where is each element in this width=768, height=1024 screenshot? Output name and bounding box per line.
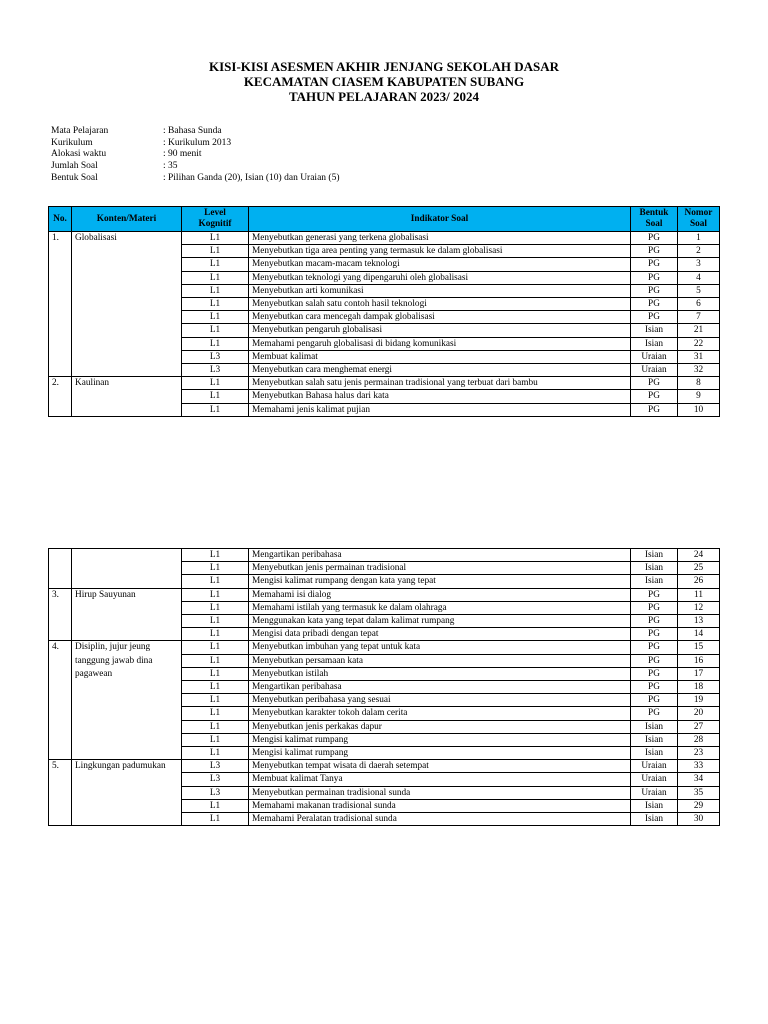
meta-label: Alokasi waktu — [51, 149, 107, 160]
cell-bentuk: PG — [631, 694, 678, 707]
title-line-2: KECAMATAN CIASEM KABUPATEN SUBANG — [243, 74, 525, 89]
cell-indikator: Menyebutkan cara mencegah dampak globalisasi — [249, 311, 631, 324]
cell-bentuk: Uraian — [631, 786, 678, 799]
cell-nomor: 11 — [678, 588, 720, 601]
cell-level: L1 — [182, 232, 249, 245]
cell-indikator: Mengartikan peribahasa — [249, 549, 631, 562]
cell-level: L1 — [182, 667, 249, 680]
cell-bentuk: Isian — [631, 575, 678, 588]
cell-level: L1 — [182, 588, 249, 601]
cell-konten — [72, 549, 182, 589]
meta-row-curriculum — [51, 138, 340, 150]
title-line-3: TAHUN PELAJARAN 2023/ 2024 — [288, 89, 480, 104]
cell-nomor: 14 — [678, 628, 720, 641]
meta-row-question-count — [51, 161, 340, 173]
table-row — [49, 760, 720, 773]
header-nomor: Nomor Soal — [678, 207, 720, 232]
cell-indikator: Memahami jenis kalimat pujian — [249, 403, 631, 416]
cell-no — [49, 549, 72, 589]
cell-level: L1 — [182, 601, 249, 614]
table-row — [49, 232, 720, 245]
cell-bentuk: Isian — [631, 799, 678, 812]
cell-bentuk: Isian — [631, 337, 678, 350]
cell-no: 5. — [49, 760, 72, 826]
header-konten: Konten/Materi — [72, 207, 182, 232]
cell-nomor: 9 — [678, 390, 720, 403]
cell-konten: Hirup Sauyunan — [72, 588, 182, 641]
cell-nomor: 5 — [678, 284, 720, 297]
cell-level: L1 — [182, 403, 249, 416]
cell-level: L1 — [182, 641, 249, 654]
cell-konten: Lingkungan padumukan — [72, 760, 182, 826]
cell-nomor: 13 — [678, 615, 720, 628]
cell-level: L1 — [182, 707, 249, 720]
document-meta — [51, 126, 340, 185]
cell-indikator: Menyebutkan peribahasa yang sesuai — [249, 694, 631, 707]
cell-bentuk: PG — [631, 601, 678, 614]
cell-no: 2. — [49, 377, 72, 417]
cell-nomor: 24 — [678, 549, 720, 562]
cell-nomor: 21 — [678, 324, 720, 337]
cell-level: L1 — [182, 615, 249, 628]
cell-bentuk: PG — [631, 390, 678, 403]
title-line-1: KISI-KISI ASESMEN AKHIR JENJANG SEKOLAH DASAR — [209, 59, 559, 74]
cell-bentuk: PG — [631, 311, 678, 324]
cell-bentuk: Uraian — [631, 760, 678, 773]
cell-nomor: 16 — [678, 654, 720, 667]
cell-indikator: Menyebutkan karakter tokoh dalam cerita — [249, 707, 631, 720]
cell-nomor: 2 — [678, 245, 720, 258]
cell-bentuk: PG — [631, 258, 678, 271]
cell-konten: Globalisasi — [72, 232, 182, 377]
document-title — [0, 59, 768, 104]
kisi-kisi-table-page-1 — [48, 206, 720, 417]
cell-level: L1 — [182, 799, 249, 812]
cell-nomor: 18 — [678, 681, 720, 694]
cell-konten: Disiplin, jujur jeung tanggung jawab dina pagawean — [72, 641, 182, 760]
cell-level: L1 — [182, 245, 249, 258]
header-indikator: Indikator Soal — [249, 207, 631, 232]
cell-level: L1 — [182, 324, 249, 337]
cell-indikator: Menyebutkan Bahasa halus dari kata — [249, 390, 631, 403]
cell-level: L1 — [182, 271, 249, 284]
cell-indikator: Mengisi kalimat rumpang dengan kata yang tepat — [249, 575, 631, 588]
cell-level: L3 — [182, 786, 249, 799]
cell-indikator: Menyebutkan arti komunikasi — [249, 284, 631, 297]
cell-level: L1 — [182, 337, 249, 350]
cell-bentuk: Uraian — [631, 364, 678, 377]
cell-bentuk: Uraian — [631, 773, 678, 786]
cell-level: L1 — [182, 681, 249, 694]
table-header-row — [49, 207, 720, 232]
cell-nomor: 33 — [678, 760, 720, 773]
cell-konten: Kaulinan — [72, 377, 182, 417]
cell-level: L3 — [182, 760, 249, 773]
meta-value: : Pilihan Ganda (20), Isian (10) dan Uraian (5) — [163, 172, 340, 183]
cell-nomor: 22 — [678, 337, 720, 350]
cell-level: L1 — [182, 720, 249, 733]
cell-bentuk: PG — [631, 403, 678, 416]
cell-bentuk: Isian — [631, 324, 678, 337]
cell-indikator: Menyebutkan salah satu contoh hasil teknologi — [249, 298, 631, 311]
cell-level: L3 — [182, 773, 249, 786]
cell-indikator: Memahami isi dialog — [249, 588, 631, 601]
cell-indikator: Memahami Peralatan tradisional sunda — [249, 813, 631, 826]
cell-indikator: Menyebutkan permainan tradisional sunda — [249, 786, 631, 799]
cell-bentuk: PG — [631, 377, 678, 390]
cell-no: 4. — [49, 641, 72, 760]
cell-nomor: 19 — [678, 694, 720, 707]
cell-nomor: 12 — [678, 601, 720, 614]
meta-value: : Kurikulum 2013 — [163, 137, 232, 148]
cell-indikator: Menyebutkan tiga area penting yang termasuk ke dalam globalisasi — [249, 245, 631, 258]
cell-level: L3 — [182, 350, 249, 363]
meta-label: Bentuk Soal — [51, 172, 98, 183]
cell-nomor: 34 — [678, 773, 720, 786]
cell-indikator: Menyebutkan jenis perkakas dapur — [249, 720, 631, 733]
cell-nomor: 8 — [678, 377, 720, 390]
meta-value: : 35 — [163, 161, 178, 172]
cell-nomor: 32 — [678, 364, 720, 377]
table-row — [49, 549, 720, 562]
cell-nomor: 6 — [678, 298, 720, 311]
cell-nomor: 20 — [678, 707, 720, 720]
cell-indikator: Menyebutkan teknologi yang dipengaruhi oleh globalisasi — [249, 271, 631, 284]
cell-indikator: Mengisi data pribadi dengan tepat — [249, 628, 631, 641]
cell-bentuk: PG — [631, 707, 678, 720]
meta-row-duration — [51, 149, 340, 161]
cell-bentuk: Isian — [631, 733, 678, 746]
table-row — [49, 588, 720, 601]
cell-indikator: Membuat kalimat Tanya — [249, 773, 631, 786]
cell-level: L1 — [182, 377, 249, 390]
cell-level: L1 — [182, 390, 249, 403]
cell-indikator: Menyebutkan imbuhan yang tepat untuk kata — [249, 641, 631, 654]
cell-bentuk: Isian — [631, 747, 678, 760]
cell-bentuk: PG — [631, 271, 678, 284]
cell-bentuk: PG — [631, 667, 678, 680]
cell-indikator: Menggunakan kata yang tepat dalam kalimat rumpang — [249, 615, 631, 628]
cell-indikator: Mengisi kalimat rumpang — [249, 733, 631, 746]
meta-label: Jumlah Soal — [51, 161, 98, 172]
table-body — [49, 549, 720, 826]
cell-indikator: Mengisi kalimat rumpang — [249, 747, 631, 760]
header-bentuk: Bentuk Soal — [631, 207, 678, 232]
cell-nomor: 31 — [678, 350, 720, 363]
table-row — [49, 641, 720, 654]
cell-bentuk: PG — [631, 641, 678, 654]
cell-bentuk: PG — [631, 681, 678, 694]
meta-label: Mata Pelajaran — [51, 126, 109, 136]
cell-indikator: Menyebutkan tempat wisata di daerah setempat — [249, 760, 631, 773]
cell-bentuk: Isian — [631, 562, 678, 575]
cell-indikator: Memahami makanan tradisional sunda — [249, 799, 631, 812]
cell-bentuk: PG — [631, 284, 678, 297]
cell-nomor: 17 — [678, 667, 720, 680]
cell-level: L1 — [182, 694, 249, 707]
header-level: Level Kognitif — [182, 207, 249, 232]
cell-indikator: Menyebutkan jenis permainan tradisional — [249, 562, 631, 575]
cell-indikator: Menyebutkan macam-macam teknologi — [249, 258, 631, 271]
cell-indikator: Memahami pengaruh globalisasi di bidang komunikasi — [249, 337, 631, 350]
cell-bentuk: PG — [631, 232, 678, 245]
cell-indikator: Mengartikan peribahasa — [249, 681, 631, 694]
cell-nomor: 4 — [678, 271, 720, 284]
cell-bentuk: PG — [631, 628, 678, 641]
cell-level: L1 — [182, 747, 249, 760]
meta-value: : Bahasa Sunda — [163, 126, 222, 136]
cell-level: L1 — [182, 311, 249, 324]
cell-level: L1 — [182, 575, 249, 588]
kisi-kisi-table-page-2 — [48, 548, 720, 826]
cell-bentuk: Isian — [631, 720, 678, 733]
cell-nomor: 35 — [678, 786, 720, 799]
cell-no: 1. — [49, 232, 72, 377]
cell-nomor: 15 — [678, 641, 720, 654]
cell-indikator: Menyebutkan salah satu jenis permainan tradisional yang terbuat dari bambu — [249, 377, 631, 390]
cell-bentuk: PG — [631, 615, 678, 628]
cell-nomor: 10 — [678, 403, 720, 416]
cell-bentuk: Isian — [631, 813, 678, 826]
meta-label: Kurikulum — [51, 137, 93, 148]
cell-no: 3. — [49, 588, 72, 641]
cell-indikator: Memahami istilah yang termasuk ke dalam olahraga — [249, 601, 631, 614]
table-row — [49, 377, 720, 390]
cell-indikator: Menyebutkan istilah — [249, 667, 631, 680]
cell-bentuk: PG — [631, 654, 678, 667]
cell-level: L1 — [182, 562, 249, 575]
header-no: No. — [49, 207, 72, 232]
cell-indikator: Menyebutkan cara menghemat energi — [249, 364, 631, 377]
cell-indikator: Membuat kalimat — [249, 350, 631, 363]
cell-nomor: 26 — [678, 575, 720, 588]
cell-level: L1 — [182, 298, 249, 311]
table-body — [49, 232, 720, 417]
cell-level: L1 — [182, 733, 249, 746]
cell-nomor: 23 — [678, 747, 720, 760]
cell-bentuk: Uraian — [631, 350, 678, 363]
cell-bentuk: PG — [631, 298, 678, 311]
cell-level: L1 — [182, 284, 249, 297]
meta-row-question-type — [51, 173, 340, 185]
cell-indikator: Menyebutkan pengaruh globalisasi — [249, 324, 631, 337]
cell-level: L1 — [182, 628, 249, 641]
cell-level: L1 — [182, 654, 249, 667]
cell-nomor: 27 — [678, 720, 720, 733]
meta-row-subject — [51, 126, 340, 138]
cell-nomor: 25 — [678, 562, 720, 575]
cell-level: L1 — [182, 549, 249, 562]
cell-bentuk: PG — [631, 588, 678, 601]
cell-bentuk: Isian — [631, 549, 678, 562]
cell-nomor: 30 — [678, 813, 720, 826]
cell-nomor: 29 — [678, 799, 720, 812]
cell-nomor: 3 — [678, 258, 720, 271]
cell-nomor: 1 — [678, 232, 720, 245]
cell-indikator: Menyebutkan persamaan kata — [249, 654, 631, 667]
cell-bentuk: PG — [631, 245, 678, 258]
cell-nomor: 7 — [678, 311, 720, 324]
cell-level: L3 — [182, 364, 249, 377]
cell-level: L1 — [182, 813, 249, 826]
cell-level: L1 — [182, 258, 249, 271]
cell-indikator: Menyebutkan generasi yang terkena globalisasi — [249, 232, 631, 245]
cell-nomor: 28 — [678, 733, 720, 746]
meta-value: : 90 menit — [163, 149, 202, 160]
